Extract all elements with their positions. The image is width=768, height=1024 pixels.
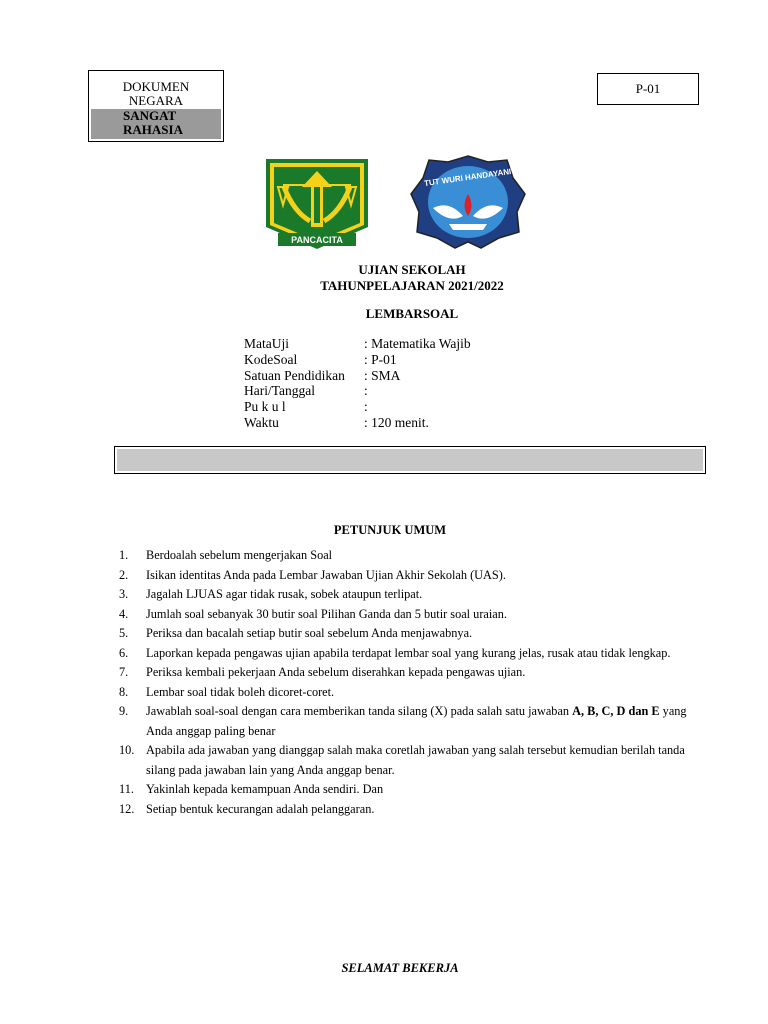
instructions-list	[114, 546, 704, 819]
item-number: 6.	[119, 645, 129, 660]
item-text: Periksa dan bacalah setiap butir soal sebelum Anda menjawabnya.	[146, 626, 473, 640]
item-text-part: yang Anda anggap paling benar	[146, 704, 687, 738]
item-text: Jagalah LJUAS agar tidak rusak, sobek ataupun terlipat.	[146, 587, 423, 601]
info-value: :	[364, 399, 368, 415]
item-number: 11.	[119, 782, 134, 796]
item-text	[146, 702, 704, 741]
item-text: Apabila ada jawaban yang dianggap salah maka coretlah jawaban yang salah tersebut kemudian berilah tanda silang pada jawaban lain yang Anda anggap benar.	[146, 743, 685, 777]
list-item	[114, 585, 704, 605]
paper-code-box: P-01	[597, 73, 699, 105]
item-text: Lembar soal tidak boleh dicoret-coret.	[146, 684, 335, 699]
list-item	[114, 644, 704, 664]
doc-line2: NEGARA	[128, 93, 184, 108]
document-label	[89, 71, 223, 109]
info-label: Waktu	[244, 414, 279, 430]
tut-wuri-handayani-logo	[409, 154, 527, 250]
secret-label	[91, 109, 221, 139]
item-text: Laporkan kepada pengawas ujian apabila terdapat lembar soal yang kurang jelas, rusak atau tidak lengkap.	[146, 645, 671, 660]
info-row	[244, 383, 471, 399]
secret-line1: SANGAT	[123, 108, 177, 123]
list-item	[114, 605, 704, 625]
answer-options: A, B, C, D dan E	[572, 704, 660, 718]
pancacita-logo-text: PANCACITA	[291, 235, 343, 245]
doc-line1: DOKUMEN	[122, 79, 190, 94]
list-item	[114, 683, 704, 703]
item-number: 5.	[119, 626, 129, 640]
info-row	[244, 415, 471, 431]
item-number: 12.	[119, 801, 135, 816]
info-label: Satuan Pendidikan	[244, 367, 345, 383]
item-number: 7.	[119, 665, 129, 679]
info-value: :	[364, 383, 368, 399]
info-row	[244, 399, 471, 415]
list-item	[114, 780, 704, 800]
list-item	[114, 624, 704, 644]
pancacita-logo	[264, 157, 370, 250]
item-text: Periksa kembali pekerjaan Anda sebelum diserahkan kepada pengawas ujian.	[146, 665, 526, 679]
divider-bar	[114, 446, 706, 474]
exam-title: UJIAN SEKOLAH	[358, 262, 466, 277]
item-text-part: Jawablah soal-soal dengan cara memberikan tanda silang (X) pada salah satu jawaban	[146, 704, 573, 718]
item-text: Setiap bentuk kecurangan adalah pelanggaran.	[146, 801, 375, 816]
list-item	[114, 741, 704, 780]
info-value: : SMA	[364, 367, 401, 383]
closing-text: SELAMAT BEKERJA	[341, 961, 459, 975]
list-item	[114, 566, 704, 586]
item-number: 9.	[119, 704, 129, 718]
list-item	[114, 546, 704, 566]
list-item	[114, 800, 704, 820]
academic-year: TAHUNPELAJARAN 2021/2022	[320, 278, 504, 293]
list-item	[114, 663, 704, 683]
item-number: 8.	[119, 684, 129, 699]
item-number: 10.	[119, 743, 135, 757]
info-label: MataUji	[244, 336, 289, 351]
exam-info	[244, 336, 471, 431]
info-value: : P-01	[364, 351, 397, 367]
info-label: Hari/Tanggal	[244, 383, 316, 399]
item-text: Yakinlah kepada kemampuan Anda sendiri. Dan	[146, 782, 384, 796]
item-number: 2.	[119, 567, 129, 582]
item-text: Jumlah soal sebanyak 30 butir soal Pilihan Ganda dan 5 butir soal uraian.	[146, 606, 507, 621]
item-number: 4.	[119, 606, 129, 621]
item-number: 3.	[119, 587, 129, 601]
info-label: Pu k u l	[244, 399, 286, 415]
info-row	[244, 352, 471, 368]
info-value: : 120 menit.	[364, 414, 429, 430]
info-row	[244, 336, 471, 352]
tut-wuri-logo-text: TUT WURI HANDAYANI	[423, 166, 512, 189]
info-row	[244, 368, 471, 384]
info-value: : Matematika Wajib	[364, 336, 471, 351]
sheet-title: LEMBARSOAL	[365, 306, 459, 321]
instructions-title: PETUNJUK UMUM	[333, 523, 447, 537]
item-text: Berdoalah sebelum mengerjakan Soal	[146, 548, 333, 562]
list-item	[114, 702, 704, 741]
info-label: KodeSoal	[244, 351, 298, 367]
item-text: Isikan identitas Anda pada Lembar Jawaban Ujian Akhir Sekolah (UAS).	[146, 567, 506, 582]
secret-line2: RAHASIA	[123, 122, 183, 137]
item-number: 1.	[119, 548, 129, 562]
document-classification-box	[88, 70, 224, 142]
